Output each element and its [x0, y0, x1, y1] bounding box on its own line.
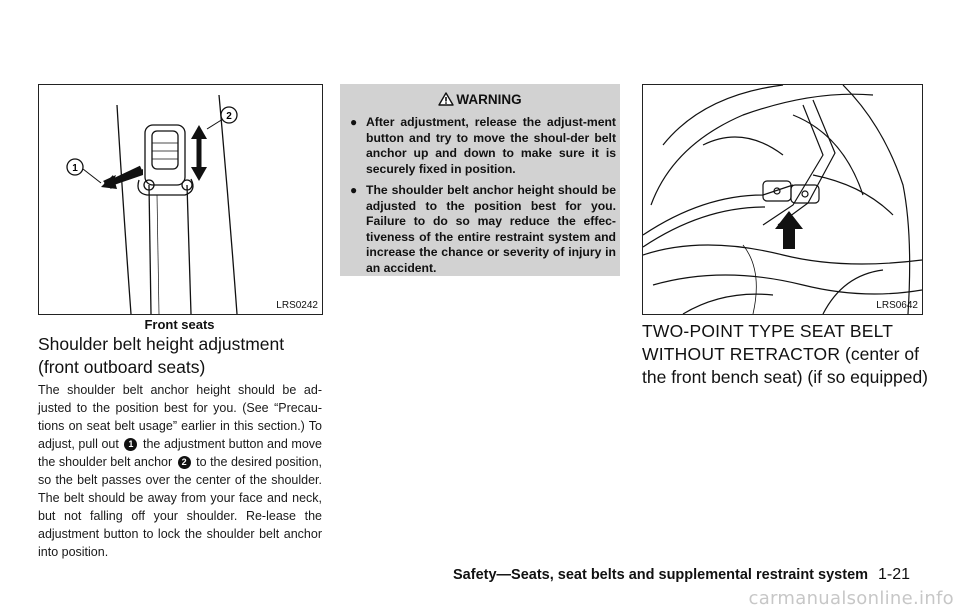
bench-seat-illustration [643, 85, 922, 314]
figure-code: LRS0242 [276, 300, 318, 311]
footer-section-title: Safety—Seats, seat belts and supplemental restraint system [453, 567, 869, 583]
callout-1-label: 1 [72, 163, 78, 174]
page-number: 1-21 [878, 566, 911, 583]
marker-2-badge: 2 [178, 456, 191, 469]
warning-item-text: The shoulder belt anchor height should be adjusted to the position best for you. Failure to do so may reduce the effec-tiveness of the entire restraint system and increase the chance or severity of injury in an accident. [366, 183, 616, 275]
warning-triangle-icon [438, 92, 454, 106]
section-heading-right [642, 320, 942, 389]
bullet: ● [350, 183, 358, 197]
heading-upper: TWO-POINT TYPE SEAT BELT WITHOUT RETRACTOR [642, 321, 893, 364]
heading-rest: (center of the front bench seat) (if so equipped) [642, 344, 929, 387]
callout-2-label: 2 [226, 111, 232, 122]
warning-list [340, 115, 620, 276]
watermark: carmanualsonline.info [748, 588, 954, 609]
warning-item [350, 183, 616, 276]
warning-title-row [340, 92, 620, 107]
paragraph-text-1: The shoulder belt anchor height should be ad-justed to the position best for you. (See “Precau-tions on seat belt usage” earlier in this section.) To adjust, pull out [38, 383, 322, 451]
section-heading: Shoulder belt height adjustment (front outboard seats) [38, 334, 285, 377]
figure-code: LRS0642 [876, 300, 918, 311]
paragraph-text-2: the adjustment button and move the shoulder belt anchor [38, 437, 322, 469]
warning-item [350, 115, 616, 177]
bullet: ● [350, 115, 358, 129]
shoulder-belt-illustration [39, 85, 322, 314]
figure-shoulder-belt-adjuster [38, 84, 323, 315]
paragraph-text-3: to the desired position, so the belt passes over the center of the shoulder. The belt should be away from your face and neck, but not falling off your shoulder. Re-lease the adjustment button to lock the shoulder belt anchor into position. [38, 455, 322, 559]
figure-caption: Front seats [144, 317, 215, 332]
page-footer [453, 566, 910, 584]
marker-1-badge: 1 [124, 438, 137, 451]
figure-two-point-belt [642, 84, 923, 315]
warning-box [340, 84, 620, 276]
warning-title: WARNING [456, 92, 522, 107]
body-paragraph [38, 381, 322, 561]
warning-item-text: After adjustment, release the adjust-ment button and try to move the shoul-der belt anchor up and down to make sure it is securely fixed in position. [366, 115, 616, 176]
